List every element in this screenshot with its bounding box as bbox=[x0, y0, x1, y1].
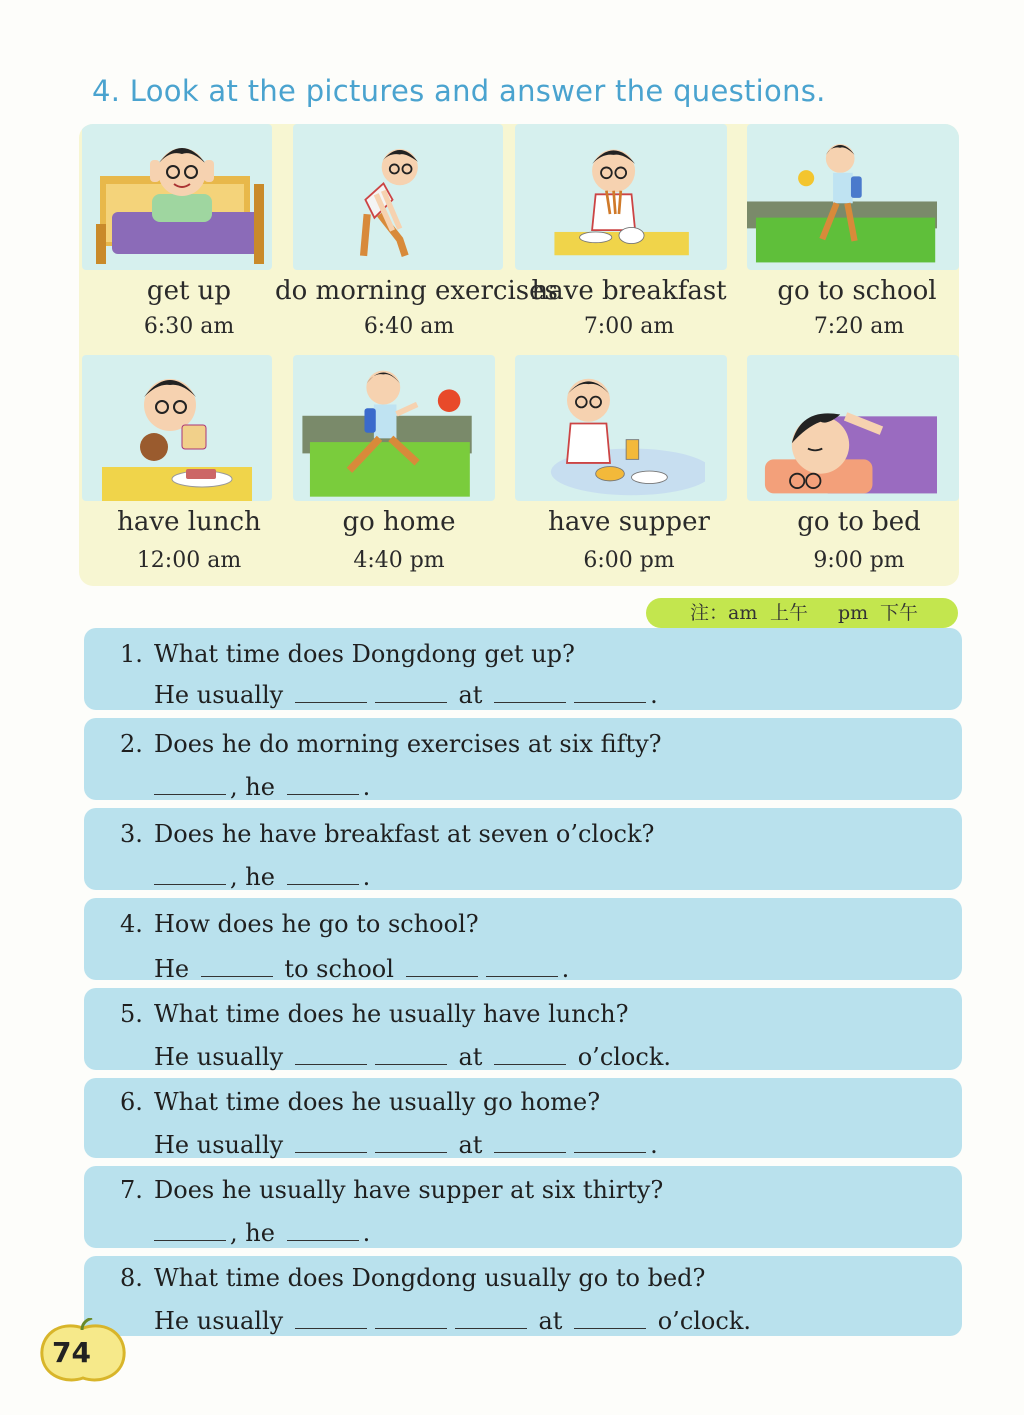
activity-label: have breakfast bbox=[531, 276, 727, 306]
answer-text: , he bbox=[230, 863, 275, 891]
activity-label: have lunch bbox=[117, 507, 261, 537]
answer-text: at bbox=[458, 1131, 483, 1159]
answer-blank[interactable] bbox=[295, 1040, 367, 1065]
question-text: Does he usually have supper at six thirty? bbox=[154, 1176, 664, 1204]
answer-blank[interactable] bbox=[494, 678, 566, 703]
question-number: 8. bbox=[120, 1264, 143, 1292]
answer-blank[interactable] bbox=[295, 1304, 367, 1329]
question-number: 4. bbox=[120, 910, 143, 938]
answer-text: , he bbox=[230, 1219, 275, 1247]
question-text: What time does he usually have lunch? bbox=[154, 1000, 629, 1028]
answer-line bbox=[154, 770, 370, 801]
question-card bbox=[84, 628, 962, 710]
schedule-card bbox=[739, 355, 959, 586]
go-to-school-illustration bbox=[747, 124, 959, 270]
answer-blank[interactable] bbox=[486, 952, 558, 977]
question-text: What time does Dongdong usually go to bed? bbox=[154, 1264, 706, 1292]
answer-line bbox=[154, 1128, 658, 1159]
answer-line bbox=[154, 952, 569, 983]
question-card bbox=[84, 898, 962, 983]
answer-line bbox=[154, 860, 370, 891]
schedule-card bbox=[519, 355, 739, 586]
question-number: 1. bbox=[120, 640, 143, 668]
answer-text: at bbox=[458, 681, 483, 709]
answer-text: . bbox=[650, 681, 658, 709]
activity-time: 9:00 pm bbox=[813, 548, 905, 573]
answer-line bbox=[154, 1040, 671, 1071]
answer-text: He usually bbox=[154, 1307, 284, 1335]
answer-blank[interactable] bbox=[494, 1128, 566, 1153]
activity-label: get up bbox=[146, 276, 232, 306]
answer-text: , he bbox=[230, 773, 275, 801]
schedule-grid bbox=[79, 124, 959, 586]
have-lunch-illustration bbox=[82, 355, 272, 501]
note-prefix: 注： bbox=[690, 602, 729, 624]
activity-time: 4:40 pm bbox=[353, 548, 445, 573]
answer-text: o’clock. bbox=[657, 1307, 751, 1335]
answer-blank[interactable] bbox=[287, 860, 359, 885]
answer-text: . bbox=[650, 1131, 658, 1159]
answer-blank[interactable] bbox=[201, 952, 273, 977]
question-text: Does he have breakfast at seven o’clock? bbox=[154, 820, 655, 848]
question-card bbox=[84, 1166, 962, 1248]
answer-text: He usually bbox=[154, 1043, 284, 1071]
activity-time: 7:20 am bbox=[813, 314, 905, 339]
answer-blank[interactable] bbox=[295, 1128, 367, 1153]
question-number: 7. bbox=[120, 1176, 143, 1204]
answer-line bbox=[154, 1216, 370, 1247]
note-am: am bbox=[728, 602, 758, 624]
answer-blank[interactable] bbox=[375, 1040, 447, 1065]
go-home-illustration bbox=[293, 355, 495, 501]
activity-time: 7:00 am bbox=[583, 314, 675, 339]
schedule-card bbox=[519, 124, 739, 355]
answer-text: . bbox=[362, 773, 371, 801]
activity-label: do morning exercises bbox=[275, 276, 558, 306]
go-to-bed-illustration bbox=[747, 355, 959, 501]
question-number: 2. bbox=[120, 730, 143, 758]
question-number: 5. bbox=[120, 1000, 143, 1028]
answer-text: to school bbox=[284, 955, 394, 983]
question-card bbox=[84, 988, 962, 1070]
note-pm: pm bbox=[838, 602, 869, 624]
activity-time: 12:00 am bbox=[136, 548, 242, 573]
answer-blank[interactable] bbox=[494, 1040, 566, 1065]
schedule-card bbox=[299, 355, 519, 586]
note-pm-cn: 下午 bbox=[880, 602, 919, 624]
question-card bbox=[84, 1078, 962, 1158]
question-card bbox=[84, 808, 962, 890]
answer-text: . bbox=[362, 863, 371, 891]
answer-blank[interactable] bbox=[287, 770, 359, 795]
activity-time: 6:00 pm bbox=[583, 548, 675, 573]
activity-time: 6:40 am bbox=[363, 314, 455, 339]
question-number: 6. bbox=[120, 1088, 143, 1116]
question-text: What time does Dongdong get up? bbox=[154, 640, 575, 668]
schedule-card bbox=[739, 124, 959, 355]
question-text: Does he do morning exercises at six fifty? bbox=[154, 730, 662, 758]
answer-text: . bbox=[561, 955, 570, 983]
have-supper-illustration bbox=[515, 355, 727, 501]
answer-blank[interactable] bbox=[375, 678, 447, 703]
question-number: 3. bbox=[120, 820, 143, 848]
answer-blank[interactable] bbox=[574, 678, 646, 703]
answer-blank[interactable] bbox=[375, 1304, 447, 1329]
schedule-card bbox=[79, 355, 299, 586]
answer-text: He bbox=[154, 955, 190, 983]
question-text: What time does he usually go home? bbox=[154, 1088, 601, 1116]
question-card bbox=[84, 1256, 962, 1336]
answer-blank[interactable] bbox=[287, 1216, 359, 1241]
get-up-illustration bbox=[82, 124, 272, 270]
answer-text: He usually bbox=[154, 681, 284, 709]
answer-blank[interactable] bbox=[406, 952, 478, 977]
schedule-card bbox=[79, 124, 299, 355]
answer-line bbox=[154, 1304, 751, 1335]
activity-label: go home bbox=[342, 507, 456, 537]
answer-text: He usually bbox=[154, 1131, 284, 1159]
morning-exercises-illustration bbox=[293, 124, 503, 270]
activity-label: go to bed bbox=[797, 507, 921, 537]
question-card bbox=[84, 718, 962, 800]
am-pm-note bbox=[646, 598, 958, 628]
answer-blank[interactable] bbox=[295, 678, 367, 703]
answer-blank[interactable] bbox=[455, 1304, 527, 1329]
question-text: How does he go to school? bbox=[154, 910, 479, 938]
note-am-cn: 上午 bbox=[770, 602, 809, 624]
answer-blank[interactable] bbox=[574, 1304, 646, 1329]
activity-label: have supper bbox=[548, 507, 710, 537]
answer-text: at bbox=[538, 1307, 563, 1335]
answer-blank[interactable] bbox=[154, 860, 226, 885]
exercise-heading: 4. Look at the pictures and answer the questions. bbox=[92, 74, 826, 108]
answer-text: o’clock. bbox=[577, 1043, 671, 1071]
answer-blank[interactable] bbox=[574, 1128, 646, 1153]
activity-label: go to school bbox=[777, 276, 937, 306]
answer-blank[interactable] bbox=[375, 1128, 447, 1153]
answer-line bbox=[154, 678, 658, 709]
answer-text: . bbox=[362, 1219, 371, 1247]
have-breakfast-illustration bbox=[515, 124, 727, 270]
activity-time: 6:30 am bbox=[143, 314, 235, 339]
answer-blank[interactable] bbox=[154, 1216, 226, 1241]
page-number: 74 bbox=[52, 1336, 91, 1369]
answer-text: at bbox=[458, 1043, 483, 1071]
schedule-card bbox=[275, 124, 558, 355]
answer-blank[interactable] bbox=[154, 770, 226, 795]
